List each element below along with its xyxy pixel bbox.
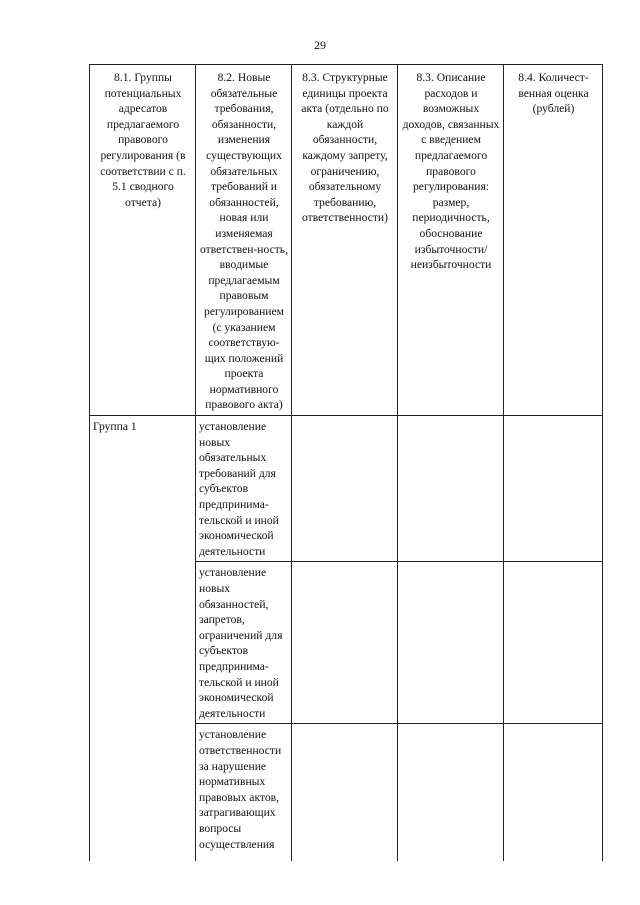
estimate-cell [504,724,603,862]
table-row [90,416,603,562]
requirement-cell: установление новых обязанностей, запретов, ограничений для субъектов предпринима-тельской и иной экономической деятельности [196,562,292,724]
costs-cell [398,416,504,562]
page-number: 29 [314,38,326,52]
header-addressee-groups: 8.1. Группы потенциальных адресатов предлагаемого правового регулирования (в соответствии с п. 5.1 сводного отчета) [90,65,196,416]
estimate-cell [504,416,603,562]
costs-cell [398,724,504,862]
header-costs-description: 8.3. Описание расходов и возможных доходов, связанных с введением предлагаемого правового регулирования: размер, периодичность, обоснование избыточности/ неизбыточности [398,65,504,416]
table-header-row [90,65,603,416]
structural-units-cell [292,416,398,562]
costs-cell [398,562,504,724]
header-structural-units: 8.3. Структурные единицы проекта акта (отдельно по каждой обязанности, каждому запрету, ограничению, обязательному требованию, ответственности) [292,65,398,416]
header-new-requirements: 8.2. Новые обязательные требования, обязанности, изменения существующих обязательных требований и обязанностей, новая или изменяемая ответствен-ность, вводимые предлагаемым правовым регулированием (с указанием соответствую-щих положений проекта нормативного правового акта) [196,65,292,416]
regulation-table [89,64,603,861]
structural-units-cell [292,562,398,724]
group-label-cell: Группа 1 [90,416,196,862]
estimate-cell [504,562,603,724]
structural-units-cell [292,724,398,862]
requirement-cell: установление новых обязательных требований для субъектов предпринима-тельской и иной экономической деятельности [196,416,292,562]
requirement-cell: установление ответственности за нарушение нормативных правовых актов, затрагивающих вопросы осуществления [196,724,292,862]
header-quantitative-estimate: 8.4. Количест-венная оценка (рублей) [504,65,603,416]
